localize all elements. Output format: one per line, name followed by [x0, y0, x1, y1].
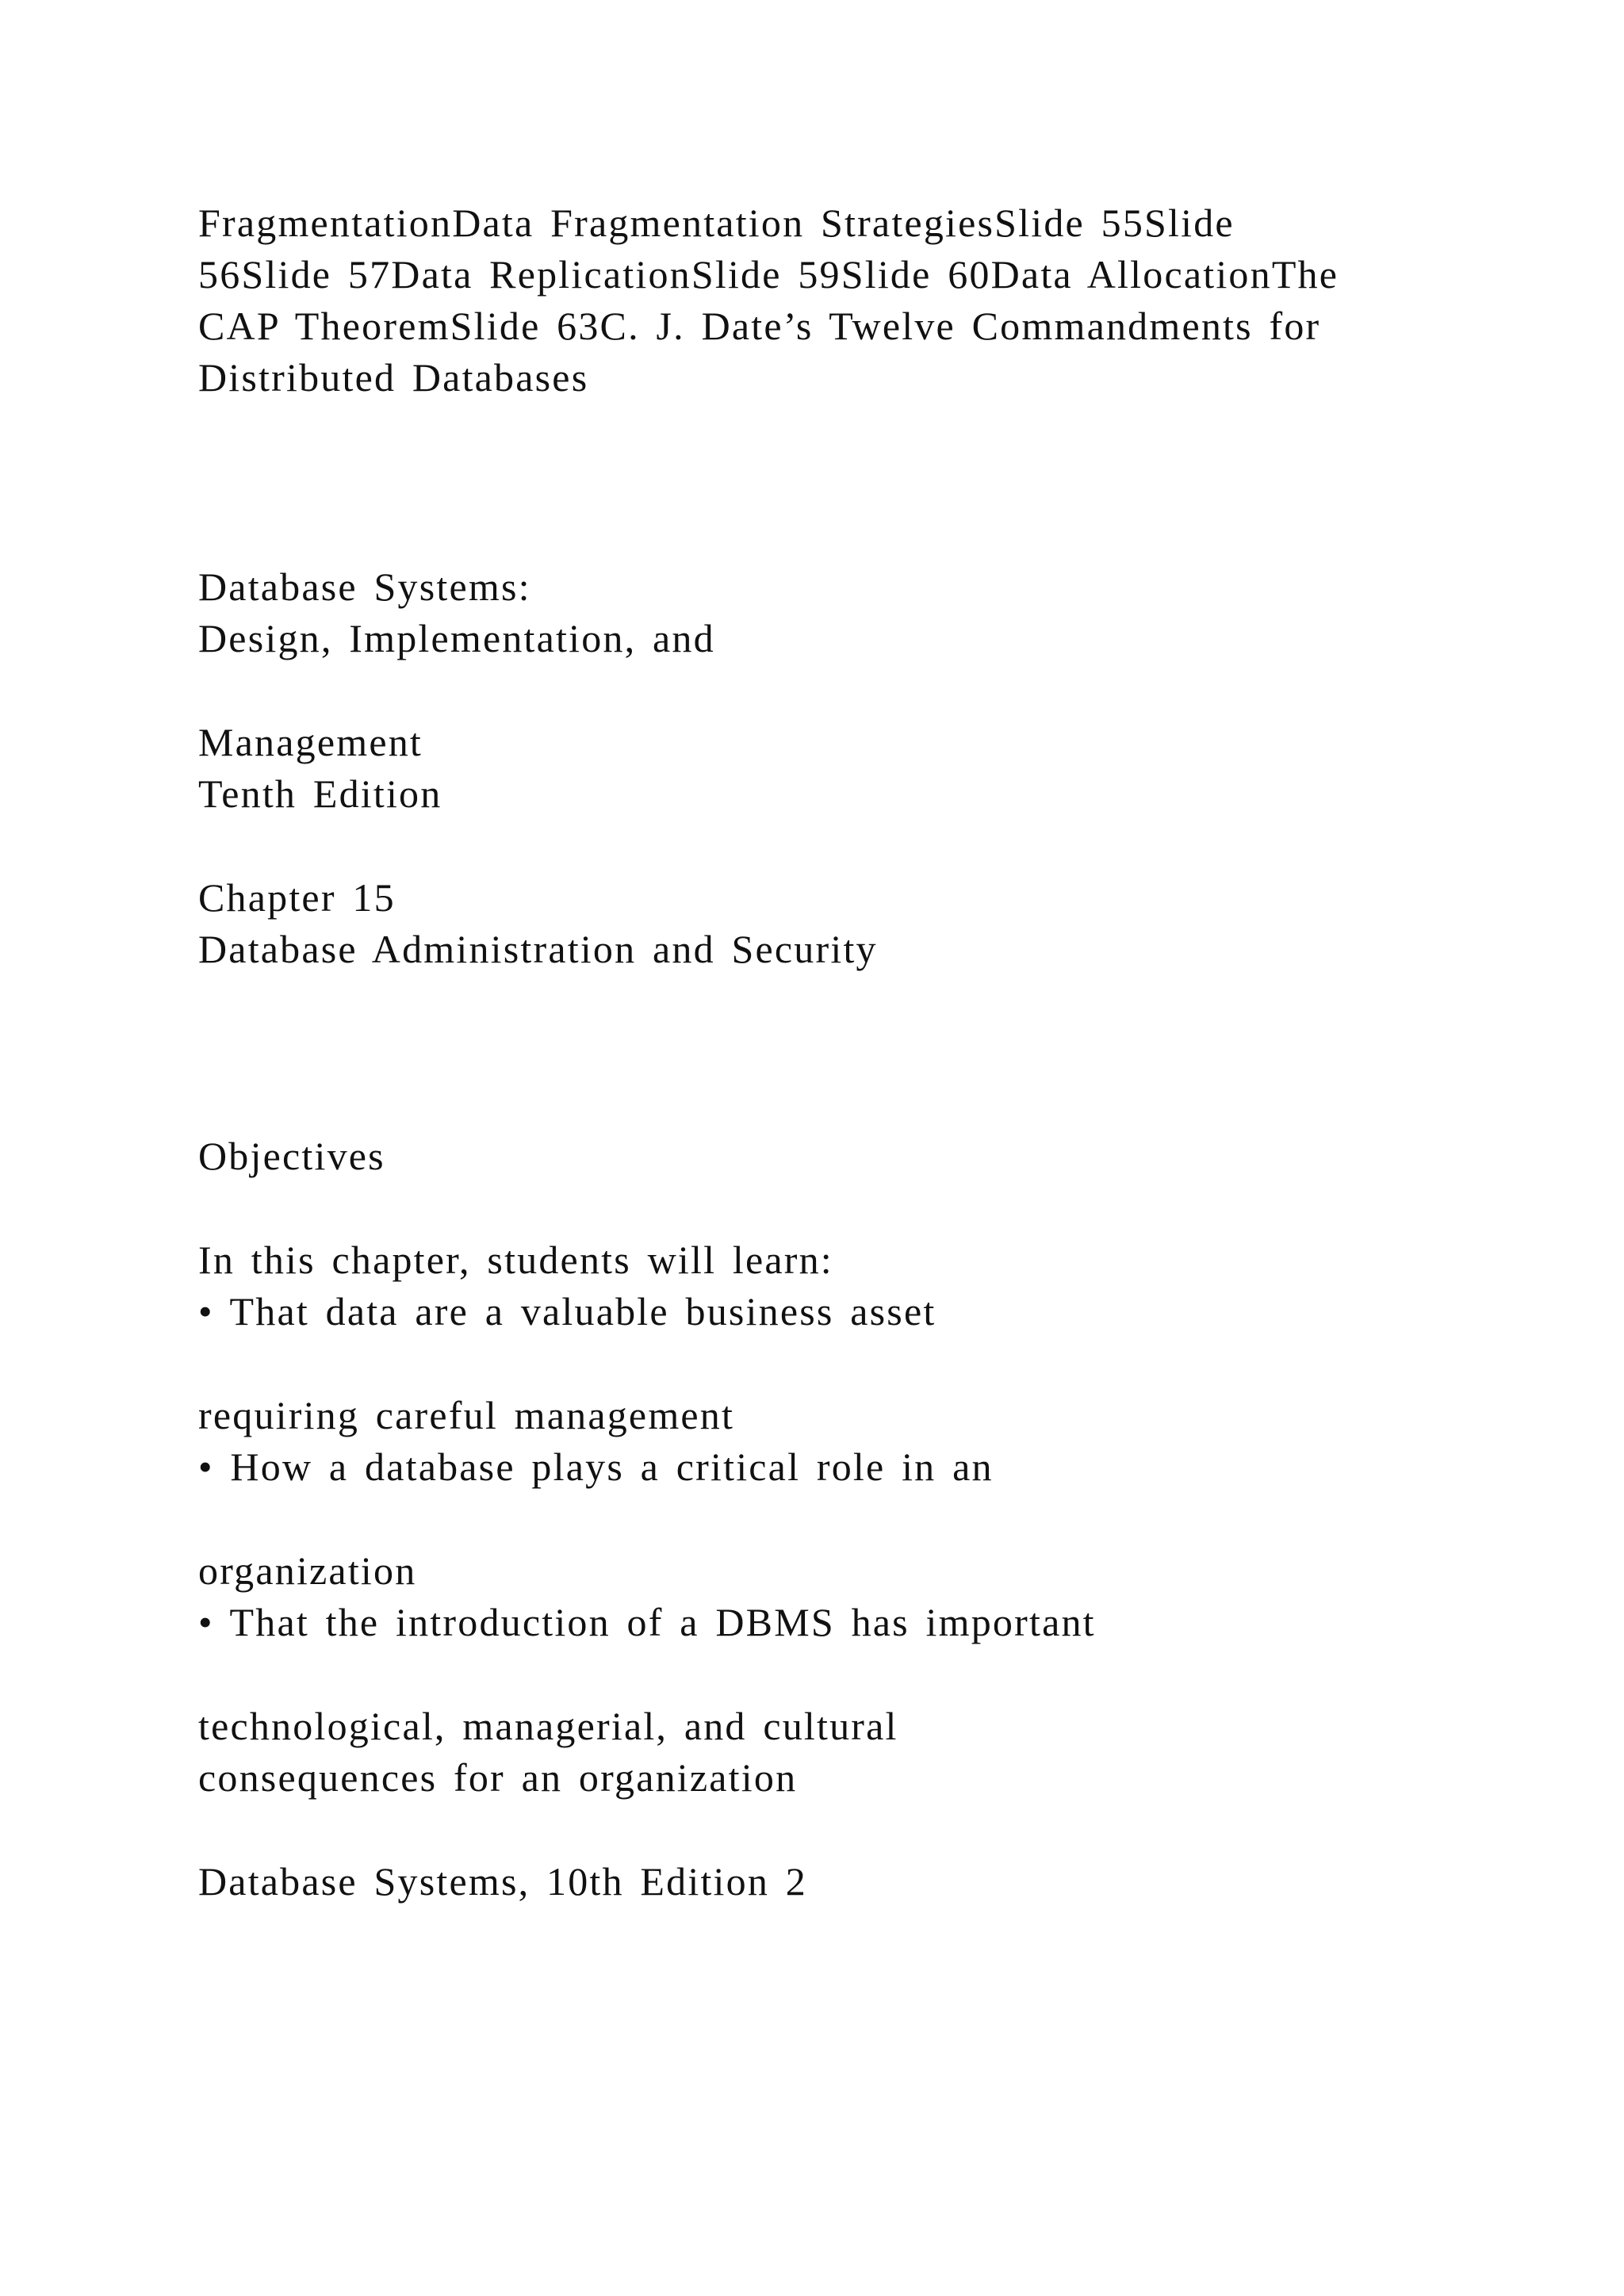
intro-line-1: FragmentationData Fragmentation StrategiesSlide 55Slide	[198, 201, 1235, 245]
objectives-heading: Objectives	[198, 1134, 385, 1178]
title-line-2: Design, Implementation, and	[198, 616, 715, 660]
chapter-title: Database Administration and Security	[198, 927, 878, 971]
title-line-3: Management	[198, 720, 423, 764]
chapter-number: Chapter 15	[198, 875, 396, 920]
intro-line-4: Distributed Databases	[198, 355, 589, 400]
page-footer: Database Systems, 10th Edition 2	[198, 1859, 807, 1904]
objective-2-line-2: organization	[198, 1548, 417, 1593]
objectives-lead: In this chapter, students will learn:	[198, 1238, 833, 1282]
objective-2-line-1: • How a database plays a critical role in an	[198, 1445, 994, 1489]
edition-line: Tenth Edition	[198, 771, 442, 816]
objective-3-line-3: consequences for an organization	[198, 1755, 798, 1800]
intro-line-3: CAP TheoremSlide 63C. J. Date’s Twelve Commandments for	[198, 304, 1321, 348]
objective-3-line-1: • That the introduction of a DBMS has important	[198, 1600, 1096, 1644]
title-line-1: Database Systems:	[198, 564, 531, 609]
objective-3-line-2: technological, managerial, and cultural	[198, 1704, 898, 1748]
objective-1-line-1: • That data are a valuable business asset	[198, 1289, 936, 1334]
objective-1-line-2: requiring careful management	[198, 1393, 735, 1437]
intro-line-2: 56Slide 57Data ReplicationSlide 59Slide 60Data AllocationThe	[198, 252, 1339, 297]
